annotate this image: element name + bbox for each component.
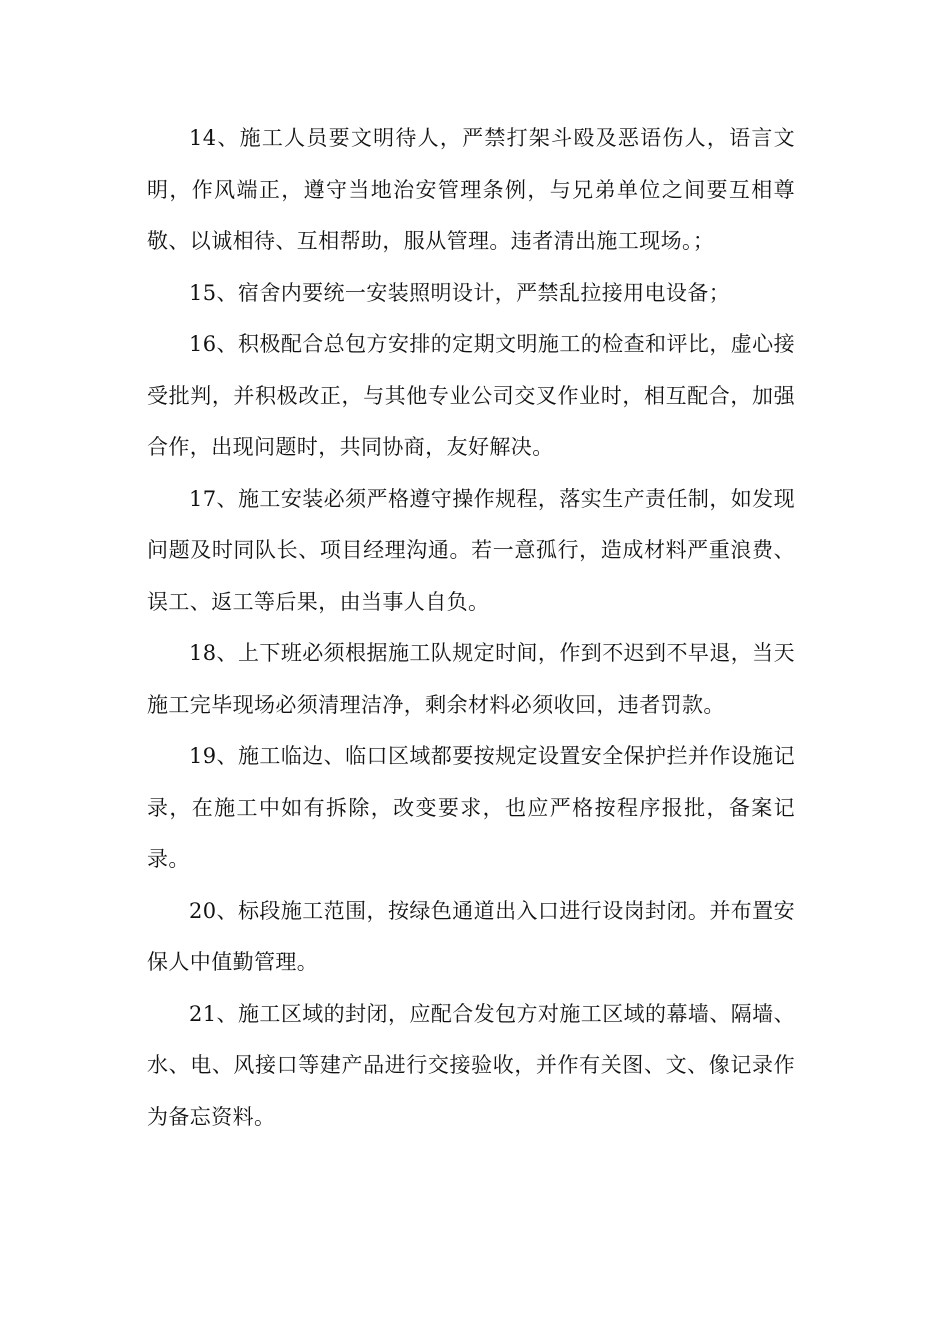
- paragraph-21: 21、施工区域的封闭，应配合发包方对施工区域的幕墙、隔墙、水、电、风接口等建产品进行交接验收，并作有关图、文、像记录作为备忘资料。: [147, 1001, 795, 1129]
- paragraph-14: 14、施工人员要文明待人，严禁打架斗殴及恶语伤人，语言文明，作风端正，遵守当地治安管理条例，与兄弟单位之间要互相尊敬、以诚相待、互相帮助，服从管理。违者清出施工现场。；: [147, 126, 795, 253]
- paragraph-16: 16、积极配合总包方安排的定期文明施工的检查和评比，虚心接受批判，并积极改正，与其他专业公司交叉作业时，相互配合，加强合作，出现问题时，共同协商，友好解决。: [147, 332, 795, 459]
- document-body: [147, 113, 795, 1143]
- paragraph-19: 19、施工临边、临口区域都要按规定设置安全保护拦并作设施记录，在施工中如有拆除，改变要求，也应严格按程序报批，备案记录。: [147, 744, 795, 871]
- paragraph-15: 15、宿舍内要统一安装照明设计，严禁乱拉接用电设备；: [189, 280, 731, 305]
- paragraph-20: 20、标段施工范围，按绿色通道出入口进行设岗封闭。并布置安保人中值勤管理。: [147, 898, 795, 974]
- paragraph-17: 17、施工安装必须严格遵守操作规程，落实生产责任制，如发现问题及时同队长、项目经理沟通。若一意孤行，造成材料严重浪费、误工、返工等后果，由当事人自负。: [147, 486, 795, 614]
- paragraph-18: 18、上下班必须根据施工队规定时间，作到不迟到不早退，当天施工完毕现场必须清理洁净，剩余材料必须收回，违者罚款。: [147, 641, 795, 717]
